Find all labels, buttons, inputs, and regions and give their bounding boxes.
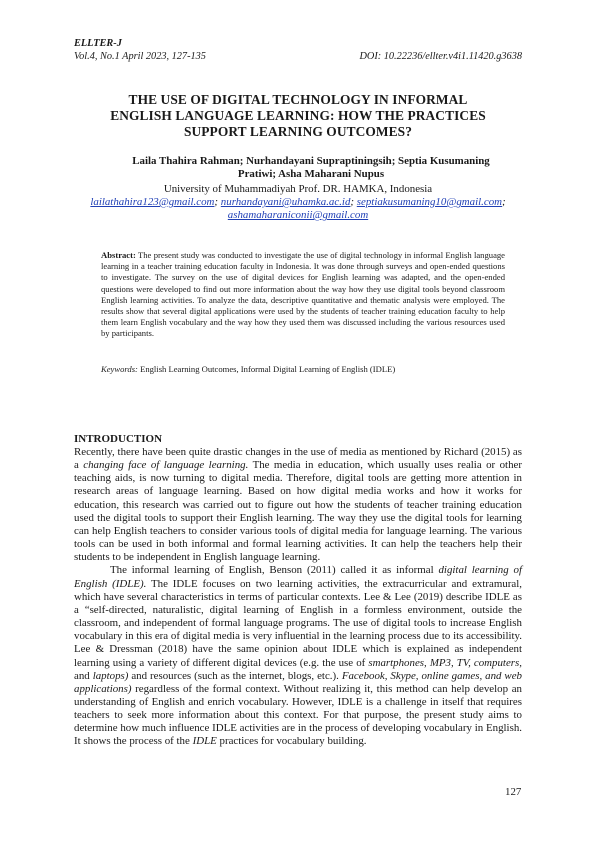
- affiliation: University of Muhammadiyah Prof. DR. HAMKA, Indonesia: [163, 183, 433, 195]
- paragraph-1: Recently, there have been quite drastic changes in the use of media as mentioned by Richard (2015) as a changing face of language learning. The media in education, which usually uses realia or other teaching aids, is now turning to digital media. Therefore, digital tools are getting more attention in research areas of language learning. Based on how digital media works and how it works for education, this research was carried out to figure out how the students of teacher training education used the digital tools to support their English learning. The way they use the digital tools for learning can help English teachers to consider various tools of digital media for language learning. The various tools can be used in both informal and formal learning activities. It can help the teachers help their students to be independent in English language learning.: [74, 446, 522, 564]
- introduction-body: [74, 446, 522, 749]
- abstract-text: The present study was conducted to investigate the use of digital technology in informal English language learning in a teacher training education faculty in Indonesia. It was done through surveys and open-ended questions to investigate. The survey on the use of digital devices for English learning was adapted, and the open-ended questions were developed to find out more information about the way how they use digital tools beyond classroom English learning activities. To analyze the data, descriptive quantitative and thematic analysis were employed. The results show that several digital applications were used by the students of teacher training education faculty to help them learn English vocabulary and the way how they used them was discussed including the various resources used by participants.: [101, 250, 505, 339]
- keywords-label: Keywords:: [101, 364, 138, 374]
- author-emails: lailathahira123@gmail.com; nurhandayani@uhamka.ac.id; septiakusumaning10@gmail.com; ashamaharaniconii@gmail.com: [90, 196, 506, 222]
- paper-title: [90, 92, 506, 140]
- abstract-label: Abstract:: [101, 250, 136, 260]
- keywords-text: English Learning Outcomes, Informal Digital Learning of English (IDLE): [140, 364, 396, 374]
- journal-name: ELLTER-J: [74, 38, 122, 49]
- volume-info: Vol.4, No.1 April 2023, 127-135: [74, 51, 206, 62]
- introduction-heading: INTRODUCTION: [74, 433, 163, 445]
- title-line-1: THE USE OF DIGITAL TECHNOLOGY IN INFORMAL: [128, 92, 468, 107]
- title-line-2: ENGLISH LANGUAGE LEARNING: HOW THE PRACTICES: [110, 108, 486, 123]
- email-link-1[interactable]: lailathahira123@gmail.com: [90, 196, 215, 208]
- doi: DOI: 10.22236/ellter.v4i1.11420.g3638: [359, 51, 522, 62]
- email-link-4[interactable]: ashamaharaniconii@gmail.com: [227, 209, 369, 222]
- email-link-2[interactable]: nurhandayani@uhamka.ac.id: [220, 196, 351, 208]
- authors-line-2: Pratiwi; Asha Maharani Nupus: [237, 168, 385, 181]
- author-list: [106, 155, 516, 181]
- keywords: [101, 364, 505, 375]
- abstract: [101, 250, 505, 340]
- paragraph-2: The informal learning of English, Benson (2011) called it as informal digital learning of English (IDLE). The IDLE focuses on two learning activities, the extracurricular and extramural, which have several characteristics in terms of particular contexts. Lee & Lee (2019) describe IDLE as a “self-directed, naturalistic, digital learning of English in a formless environment, outside the classroom, and independent of formal language programs. The use of digital tools to increase English vocabulary in this era of digital media is very influential in the learning process due to its accessibility. Lee & Dressman (2018) have the same opinion about IDLE which is explained as independent learning using a variety of different digital devices (e.g. the use of smartphones, MP3, TV, computers, and laptops) and resources (such as the internet, blogs, etc.). Facebook, Skype, online games, and web applications) regardless of the formal context. Without realizing it, this method can help develop an understanding of English and enrich vocabulary. However, IDLE is a challenge in itself that requires teachers to seek more information about this context. For that purpose, the present study aims to determine how much influence IDLE activities are in the process of developing vocabulary in English. It shows the process of the IDLE practices for vocabulary building.: [74, 564, 522, 748]
- authors-line-1: Laila Thahira Rahman; Nurhandayani Supraptiningsih; Septia Kusumaning: [132, 155, 490, 167]
- email-link-3[interactable]: septiakusumaning10@gmail.com: [356, 196, 503, 208]
- title-line-3: SUPPORT LEARNING OUTCOMES?: [183, 124, 413, 139]
- page-number: 127: [505, 786, 522, 798]
